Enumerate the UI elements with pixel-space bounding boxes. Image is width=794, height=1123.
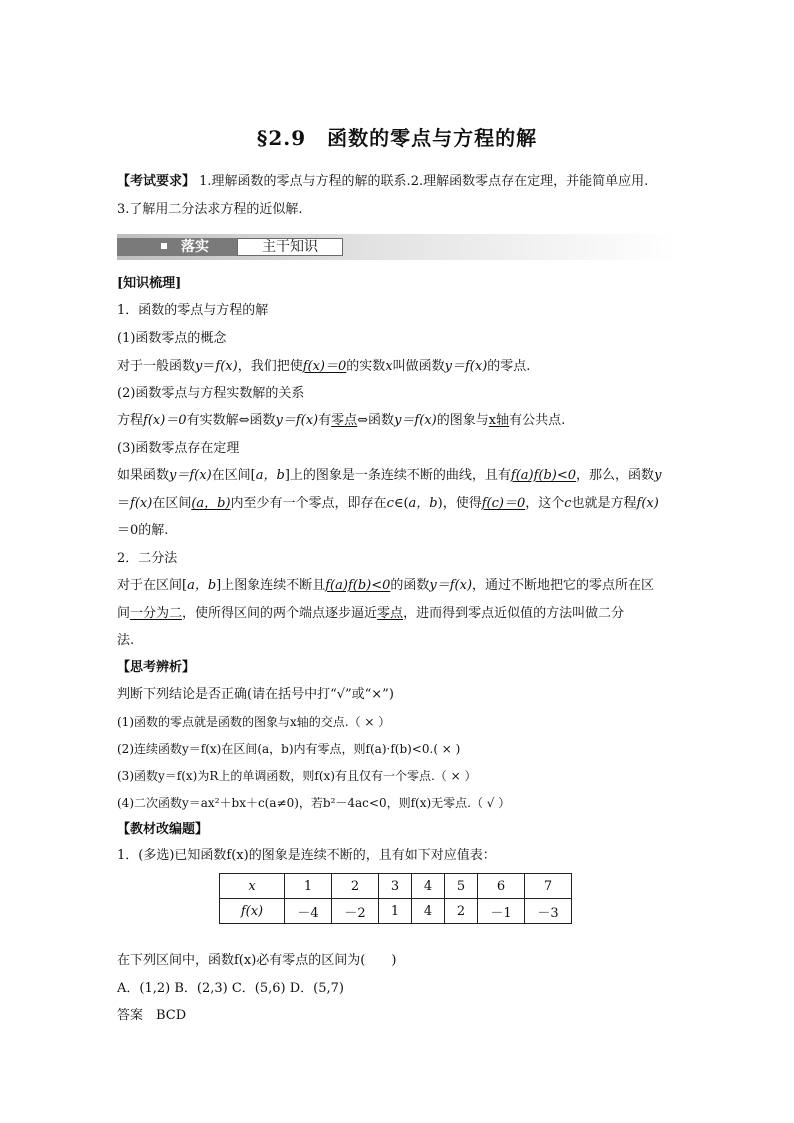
text-run: 的图象与 (436, 413, 489, 428)
text-run: y (654, 468, 662, 483)
fill-blank-answer: 一分为二 (130, 606, 183, 621)
text-run: ∈( (393, 496, 409, 511)
judgement-item-2: (2)连续函数y＝f(x)在区间(a，b)内有零点，则f(a)·f(b)<0.( × ) (117, 742, 461, 756)
text-run: y (195, 359, 203, 374)
table-cell: 5 (445, 874, 478, 899)
table-row (220, 874, 572, 899)
text-run: 在区间 (152, 496, 192, 511)
text-run: ＝ (117, 496, 131, 511)
existence-theorem-line-2 (117, 496, 659, 512)
text-run: 有 (318, 413, 332, 428)
text-run: f(x) (636, 496, 659, 511)
table-cell: 2 (332, 874, 379, 899)
text-run: f(x) (130, 496, 153, 511)
zero-definition-line (117, 359, 530, 375)
exam-requirements-line-1 (117, 174, 648, 190)
text-run: 对于一般函数 (117, 359, 196, 374)
table-cell: 2 (445, 899, 478, 924)
textbook-header: 【教材改编题】 (117, 822, 209, 837)
section-1-2-title: (2)函数零点与方程实数解的关系 (117, 386, 305, 401)
question-1-answer: 答案 BCD (117, 1008, 187, 1023)
text-run: c (564, 496, 572, 511)
equation-relation-line (117, 413, 565, 429)
text-run: ，这个 (525, 496, 565, 511)
banner-left-tab (117, 238, 237, 256)
table-cell: 4 (412, 899, 445, 924)
section-2-title: 2．二分法 (117, 551, 178, 566)
table-cell: 3 (379, 874, 412, 899)
text-run: a，b (408, 496, 438, 511)
text-run: f(x) (215, 359, 238, 374)
section-1-3-title: (3)函数零点存在定理 (117, 441, 240, 456)
text-run: 间 (117, 606, 131, 621)
question-1-text: 1．(多选)已知函数f(x)的图象是连续不断的，且有如下对应值表： (117, 848, 496, 863)
text-run: 也就是方程 (571, 496, 637, 511)
text-run: ，那么，函数 (576, 468, 655, 483)
text-run: ]上的图象是一条连续不断的曲线，且有 (284, 468, 511, 483)
fill-blank-answer: f(a)f(b)<0 (325, 578, 391, 593)
value-table (219, 873, 572, 924)
text-run: c (386, 496, 394, 511)
table-cell: －3 (525, 899, 572, 924)
text-run: 的函数 (390, 578, 430, 593)
fill-blank-answer: f(x)＝0 (302, 359, 347, 374)
table-cell: 6 (478, 874, 525, 899)
text-run: 内至少有一个零点，即存在 (230, 496, 387, 511)
fill-blank-answer: x轴 (488, 413, 510, 428)
text-run: y＝f(x) (275, 413, 319, 428)
text-run: 的零点. (487, 359, 531, 374)
table-row-label: f(x) (220, 899, 285, 924)
section-1-1-title: (1)函数零点的概念 (117, 331, 227, 346)
text-run: 方程 (117, 413, 144, 428)
table-row-label: x (220, 874, 285, 899)
text-run: ⇔函数 (357, 413, 395, 428)
table-cell: 7 (525, 874, 572, 899)
section-banner (117, 234, 677, 260)
text-run: y＝f(x) (429, 578, 473, 593)
fill-blank-answer: f(a)f(b)<0 (510, 468, 577, 483)
text-run: f(x)＝0 (143, 413, 187, 428)
text-run: x (385, 359, 393, 374)
text-run: ，进而得到零点近似值的方法叫做二分 (403, 606, 625, 621)
text-run: ，使所得区间的两个端点逐步逼近 (182, 606, 378, 621)
banner-left-label: 落实 (181, 239, 209, 255)
thinking-intro: 判断下列结论是否正确(请在括号中打“√”或“×”) (117, 687, 394, 702)
text-run: 叫做函数 (392, 359, 445, 374)
existence-theorem-line-3: ＝0的解. (117, 523, 169, 538)
text-run: ＝ (202, 359, 216, 374)
text-run: 在区间[ (211, 468, 256, 483)
thinking-header: 【思考辨析】 (117, 660, 196, 675)
table-cell: 1 (379, 899, 412, 924)
bisection-line-1 (117, 578, 654, 594)
table-cell: －4 (285, 899, 332, 924)
question-1-options: A．(1,2) B．(2,3) C．(5,6) D．(5,7) (117, 981, 344, 996)
banner-right-label: 主干知识 (237, 238, 343, 256)
page-title: §2.9 函数的零点与方程的解 (256, 126, 538, 150)
fill-blank-answer: (a，b) (191, 496, 231, 511)
text-run: 如果函数 (117, 468, 170, 483)
text-run: 对于在区间[ (117, 578, 188, 593)
exam-requirements-label: 【考试要求】 (117, 174, 196, 189)
text-run: 的实数 (346, 359, 386, 374)
text-run: y＝f(x) (169, 468, 212, 483)
fill-blank-answer: 零点 (331, 413, 358, 428)
text-run: 有公共点. (509, 413, 566, 428)
bisection-line-3: 法. (117, 633, 135, 648)
table-cell: 1 (285, 874, 332, 899)
exam-requirements-text-1: 1.理解函数的零点与方程的解的联系.2.理解函数零点存在定理，并能简单应用. (199, 174, 649, 189)
judgement-item-3: (3)函数y＝f(x)为R上的单调函数，则f(x)有且仅有一个零点.（ × ） (117, 769, 477, 783)
table-cell: 4 (412, 874, 445, 899)
knowledge-header: [知识梳理] (117, 276, 182, 291)
text-run: ]上图象连续不断且 (216, 578, 326, 593)
text-run: )，使得 (437, 496, 482, 511)
section-1-title: 1．函数的零点与方程的解 (117, 303, 269, 318)
bisection-line-2 (117, 606, 624, 622)
text-run: y＝f(x) (394, 413, 437, 428)
text-run: a，b (187, 578, 217, 593)
fill-blank-answer: f(c)＝0 (481, 496, 526, 511)
text-run: y＝f(x) (444, 359, 488, 374)
judgement-item-4: (4)二次函数y＝ax²＋bx＋c(a≠0)，若b²－4ac<0，则f(x)无零点.（ √ ） (117, 796, 511, 810)
square-bullet-icon (161, 243, 167, 249)
text-run: 有实数解⇔函数 (186, 413, 276, 428)
exam-requirements-line-2: 3.了解用二分法求方程的近似解. (117, 202, 303, 217)
text-run: a，b (255, 468, 285, 483)
judgement-item-1: (1)函数的零点就是函数的图象与x轴的交点.（ × ） (117, 715, 391, 729)
text-run: ，我们把使 (237, 359, 303, 374)
table-row (220, 899, 572, 924)
existence-theorem-line-1 (117, 468, 661, 484)
table-cell: －1 (478, 899, 525, 924)
text-run: ，通过不断地把它的零点所在区 (472, 578, 655, 593)
question-1-prompt: 在下列区间中，函数f(x)必有零点的区间为( ) (117, 953, 397, 968)
table-cell: －2 (332, 899, 379, 924)
fill-blank-answer: 零点 (377, 606, 404, 621)
